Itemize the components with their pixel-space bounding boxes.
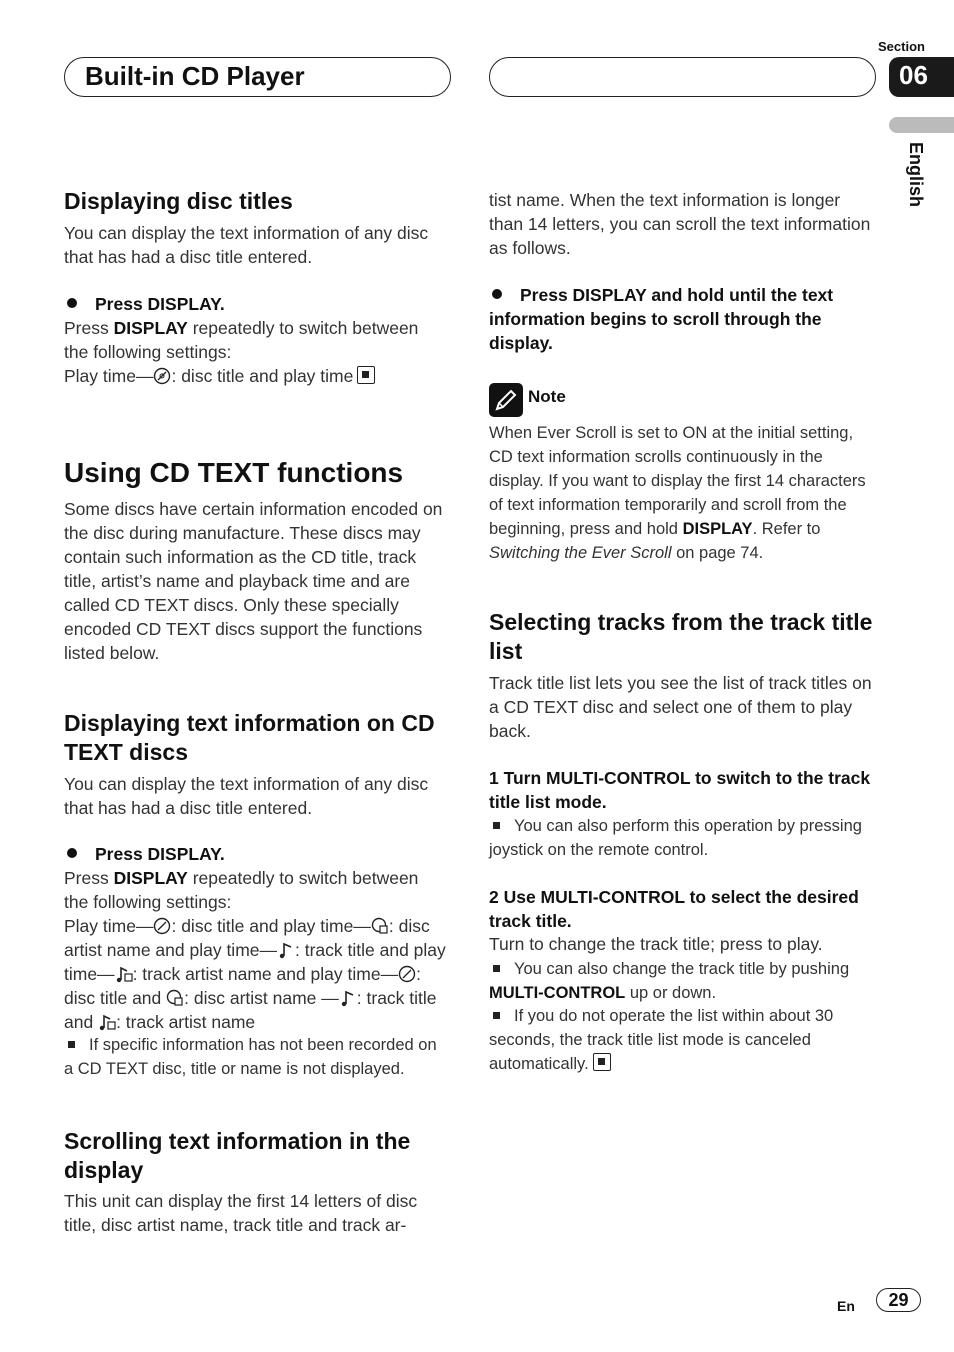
disc-titles-body: Press DISPLAY repeatedly to switch between the following settings: (64, 318, 419, 362)
page-number: 29 (876, 1288, 921, 1312)
disc-titles-intro: You can display the text information of any disc that has had a disc title entered. (64, 223, 429, 267)
scrolling-heading: Scrolling text information in the display (64, 1128, 411, 1183)
track-artist-icon (115, 965, 133, 983)
chapter-title-box (64, 57, 451, 97)
chapter-title: Built-in CD Player (85, 61, 305, 91)
note-bullet-icon (493, 965, 500, 972)
bullet-icon (67, 848, 77, 858)
text-info-step (64, 842, 454, 866)
step-text: Press DISPLAY and hold until the text information begins to scroll through the display. (489, 285, 834, 353)
text-info-heading: Displaying text information on CD TEXT discs (64, 710, 435, 765)
disc-title-icon (153, 917, 171, 935)
track-list-step-2-body: Turn to change the track title; press to play. (489, 934, 823, 954)
note-bullet-icon (493, 822, 500, 829)
scrolling-body-continued: tist name. When the text information is longer than 14 letters, you can scroll the text information as follows. (489, 190, 871, 258)
disc-title-icon (398, 965, 416, 983)
note-pencil-icon (489, 383, 523, 417)
step-text: Press DISPLAY. (95, 294, 225, 314)
note-bullet-icon (493, 1012, 500, 1019)
footer-language-code: En (837, 1298, 855, 1314)
section-tab (889, 57, 954, 97)
track-list-step-1: 1 Turn MULTI-CONTROL to switch to the track title list mode. (489, 768, 871, 812)
disc-titles-settings: Play time— : disc title and play time (64, 364, 454, 388)
note-bullet-icon (68, 1041, 75, 1048)
track-title-icon (339, 989, 357, 1007)
disc-title-icon (153, 367, 171, 385)
track-list-cancel-note: If you do not operate the list within about 30 seconds, the track title list mode is canceled automatically. (489, 1007, 834, 1073)
text-info-note: If specific information has not been recorded on a CD TEXT disc, title or name is not displayed. (64, 1036, 437, 1078)
blank-header-box (489, 57, 876, 97)
cd-text-body: Some discs have certain information encoded on the disc during manufacture. These discs may contain such information as the CD title, track title, artist’s name and playback time and are called CD TEXT discs. Only these specially encoded CD TEXT discs support the functions listed below. (64, 499, 443, 663)
track-list-step-2-note: You can also change the track title by pushing MULTI-CONTROL up or down. (489, 960, 850, 1002)
track-list-heading: Selecting tracks from the track title list (489, 609, 873, 664)
language-label: English (906, 142, 926, 208)
track-list-step-1-note: You can also perform this operation by pressing joystick on the remote control. (489, 817, 862, 859)
end-mark-icon (593, 1053, 611, 1071)
scroll-step (489, 283, 873, 355)
scrolling-body: This unit can display the first 14 letters of disc title, disc artist name, track title and track ar- (64, 1191, 418, 1235)
bullet-icon (492, 289, 502, 299)
disc-artist-icon (371, 917, 389, 935)
disc-titles-heading: Displaying disc titles (64, 188, 293, 214)
cd-text-heading: Using CD TEXT functions (64, 457, 404, 488)
disc-artist-icon (166, 989, 184, 1007)
end-mark-icon (357, 366, 375, 384)
step-text: Press DISPLAY. (95, 844, 225, 864)
text-info-settings: Play time— : disc title and play time— : disc artist name and play time— : track title and play time— : track artist name and play time— : disc title and : disc artist name — : track title and : track artist name (64, 916, 446, 1032)
note-body: When Ever Scroll is set to ON at the initial setting, CD text information scrolls continuously in the display. If you want to display the first 14 characters of text information temporarily and scroll from the beginning, press and hold DISPLAY. Refer to Switching the Ever Scroll on page 74. (489, 424, 866, 562)
language-bar (889, 117, 954, 133)
track-title-icon (277, 941, 295, 959)
note-label: Note (528, 387, 566, 406)
section-label: Section (878, 39, 925, 54)
disc-titles-step (64, 292, 454, 316)
track-list-intro: Track title list lets you see the list of track titles on a CD TEXT disc and select one of them to play back. (489, 673, 872, 741)
section-number: 06 (899, 60, 928, 90)
bullet-icon (67, 298, 77, 308)
track-list-step-2: 2 Use MULTI-CONTROL to select the desired track title. (489, 887, 859, 931)
track-artist-icon (98, 1013, 116, 1031)
text-info-body: Press DISPLAY repeatedly to switch between the following settings: (64, 868, 419, 912)
text-info-intro: You can display the text information of any disc that has had a disc title entered. (64, 774, 429, 818)
